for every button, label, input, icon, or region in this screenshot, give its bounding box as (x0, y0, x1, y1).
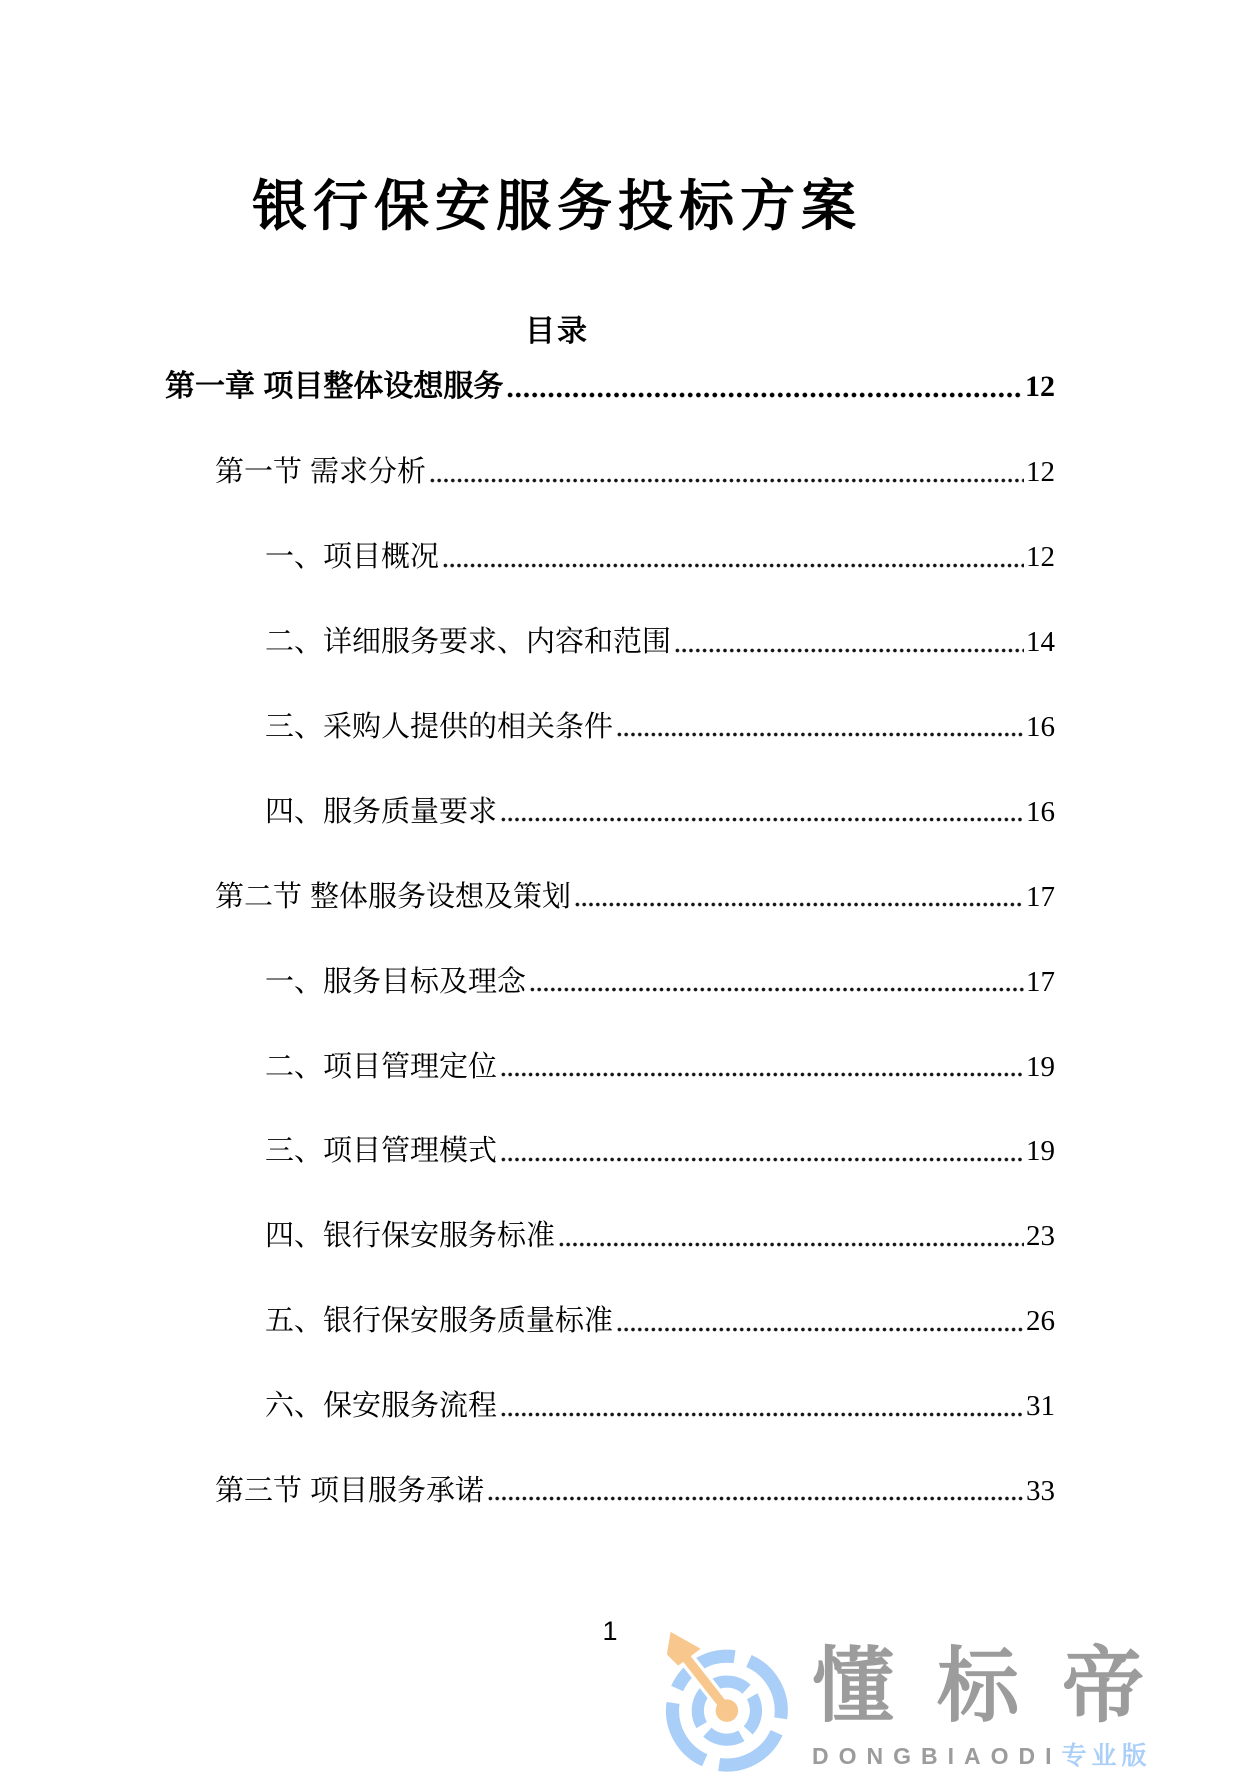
toc-entry (165, 515, 1055, 600)
toc-entry (165, 1449, 1055, 1534)
toc-dotted-leader (429, 477, 1024, 484)
watermark-subtext-cn: 专业版 (1061, 1742, 1152, 1770)
toc-entry (165, 600, 1055, 685)
watermark-subline (812, 1736, 1187, 1772)
toc-entry (165, 1364, 1055, 1449)
toc-entry-label: 三、项目管理模式 (265, 1135, 498, 1168)
toc-entry-page-number: 16 (1026, 711, 1055, 744)
toc-entry-label: 五、银行保安服务质量标准 (265, 1305, 614, 1338)
footer-page-number: 1 (602, 1616, 618, 1646)
toc-entry (165, 769, 1055, 854)
toc-entry (165, 939, 1055, 1024)
toc-entry (165, 1024, 1055, 1109)
toc-entry-page-number: 33 (1026, 1475, 1055, 1508)
toc-entry-label: 第一章 项目整体设想服务 (165, 370, 504, 404)
toc-dotted-leader (674, 647, 1024, 654)
toc-entry-page-number: 23 (1026, 1220, 1055, 1253)
toc-entry-page-number: 19 (1026, 1135, 1055, 1168)
toc-entry-label: 六、保安服务流程 (265, 1390, 498, 1423)
toc-entry-page-number: 12 (1026, 456, 1055, 489)
toc-dotted-leader (500, 1156, 1024, 1163)
toc-dotted-leader (442, 562, 1024, 569)
toc-entry (165, 854, 1055, 939)
watermark-subtext-en: DONGBIAODI (812, 1743, 1062, 1769)
toc-entry-label: 第三节 项目服务承诺 (215, 1475, 485, 1508)
toc-entry (165, 1194, 1055, 1279)
toc-entry (165, 430, 1055, 515)
toc-dotted-leader (487, 1495, 1024, 1502)
toc-entry (165, 1109, 1055, 1194)
toc-entry-label: 三、采购人提供的相关条件 (265, 711, 614, 744)
dongbiaodi-watermark (650, 1630, 1187, 1780)
target-arrow-logo-icon (650, 1630, 800, 1780)
toc-entry-label: 二、详细服务要求、内容和范围 (265, 626, 672, 659)
toc-dotted-leader (574, 901, 1024, 908)
toc-entry-page-number: 14 (1026, 626, 1055, 659)
toc-entry-label: 一、服务目标及理念 (265, 965, 527, 998)
toc-entry-page-number: 17 (1026, 965, 1055, 998)
toc-dotted-leader (500, 816, 1024, 823)
toc-dotted-leader (529, 986, 1024, 993)
toc-entry-label: 第二节 整体服务设想及策划 (215, 880, 572, 913)
toc-entry-page-number: 16 (1026, 795, 1055, 828)
toc-dotted-leader (500, 1071, 1024, 1078)
toc-dotted-leader (506, 391, 1023, 399)
toc-list (165, 345, 1055, 1533)
toc-entry-page-number: 31 (1026, 1390, 1055, 1423)
watermark-texts (812, 1630, 1187, 1772)
toc-entry-label: 四、服务质量要求 (265, 795, 498, 828)
document-title: 银行保安服务投标方案 (251, 175, 862, 237)
toc-entry-label: 二、项目管理定位 (265, 1050, 498, 1083)
toc-entry-label: 一、项目概况 (265, 541, 440, 574)
toc-entry (165, 685, 1055, 770)
toc-entry-page-number: 19 (1026, 1050, 1055, 1083)
toc-heading: 目录 (525, 315, 589, 348)
toc-dotted-leader (616, 731, 1024, 738)
toc-dotted-leader (558, 1241, 1024, 1248)
toc-entry-page-number: 12 (1026, 541, 1055, 574)
toc-entry-page-number: 17 (1026, 880, 1055, 913)
watermark-brand-text: 懂标帝 (812, 1641, 1188, 1732)
toc-entry-page-number: 12 (1025, 370, 1055, 404)
toc-entry-label: 第一节 需求分析 (215, 456, 427, 489)
toc-entry-page-number: 26 (1026, 1305, 1055, 1338)
toc-dotted-leader (616, 1326, 1024, 1333)
toc-entry-label: 四、银行保安服务标准 (265, 1220, 556, 1253)
toc-entry (165, 345, 1055, 430)
toc-entry (165, 1279, 1055, 1364)
toc-dotted-leader (500, 1411, 1024, 1418)
